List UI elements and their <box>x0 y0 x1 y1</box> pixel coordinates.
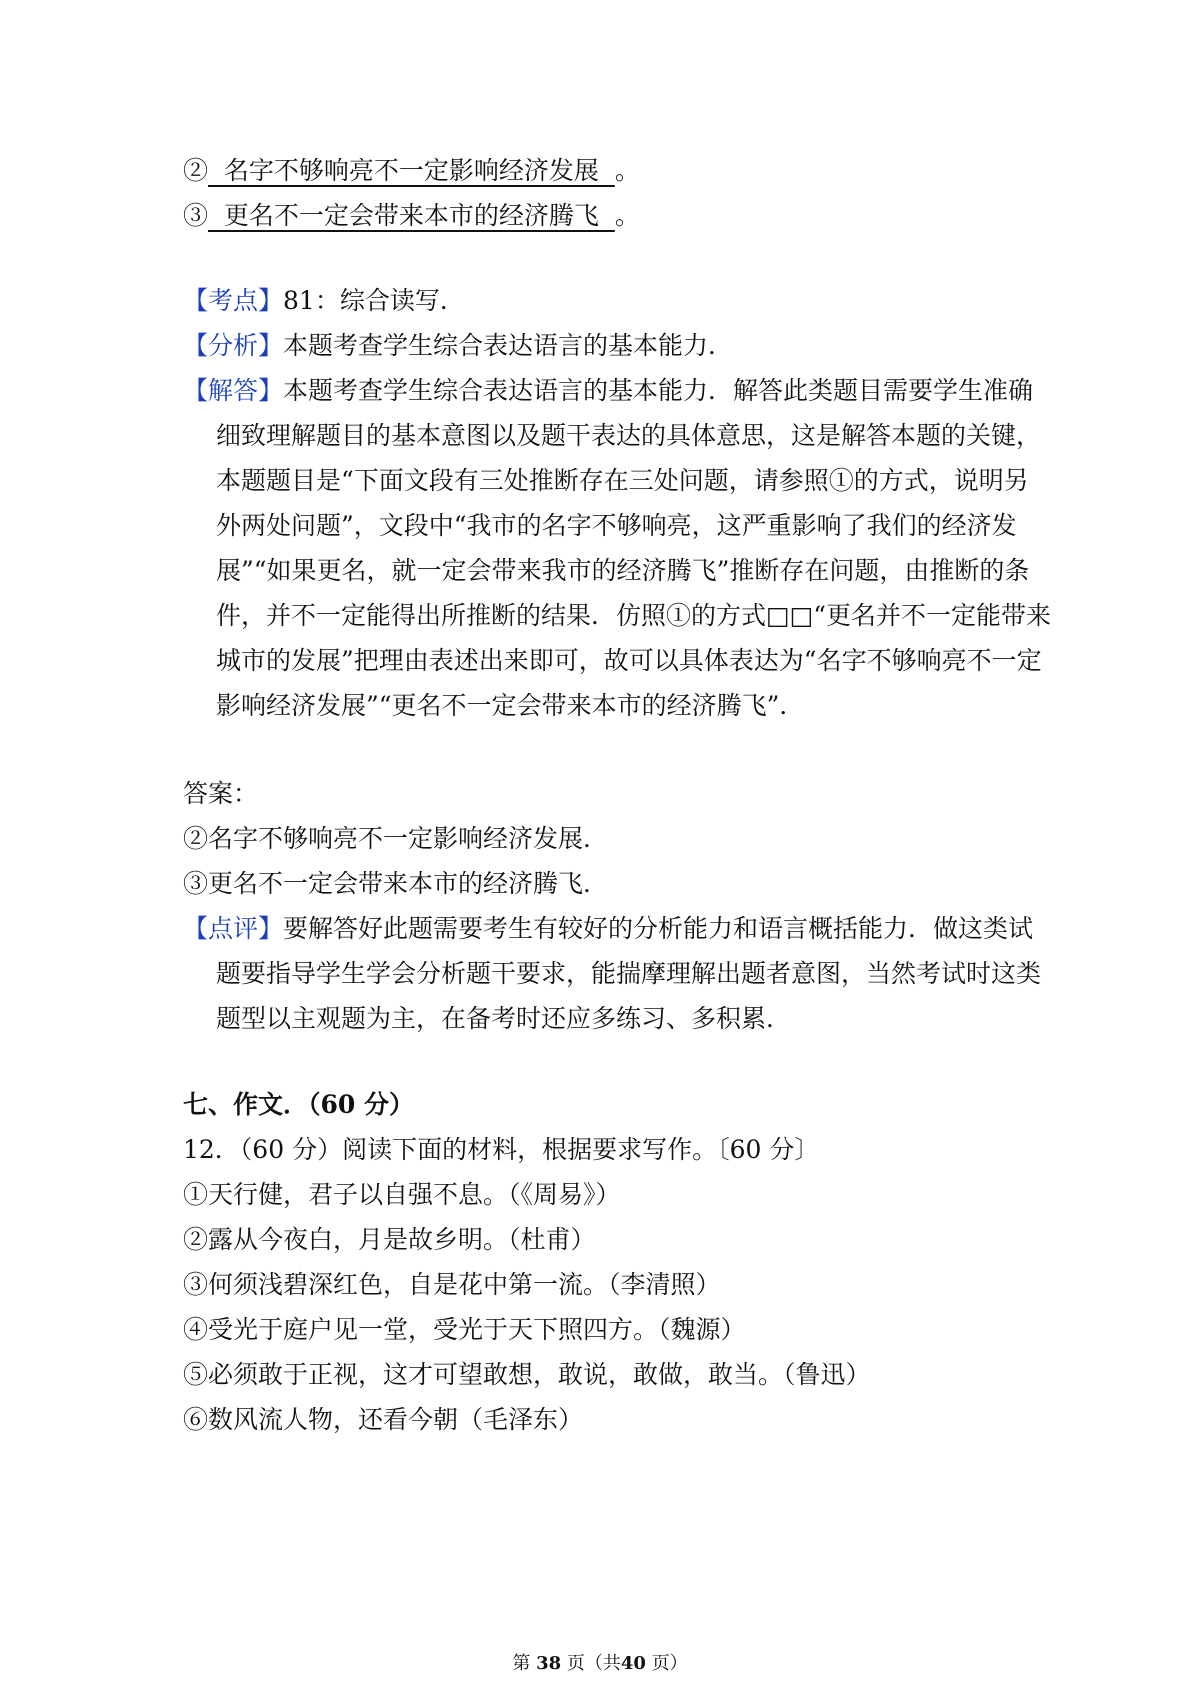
jieda-continuation: 影响经济发展”“更名不一定会带来本市的经济腾飞”． <box>216 691 805 720</box>
footer-text: 页（共 <box>566 1653 621 1674</box>
jieda-tag: 【解答】 <box>183 376 284 405</box>
jieda-text: 本题考查学生综合表达语言的基本能力．解答此类题目需要学生准确 <box>283 376 1034 405</box>
period: 。 <box>614 201 640 230</box>
fenxi-tag: 【分析】 <box>183 331 284 360</box>
jieda-continuation: 外两处问题”，文段中“我市的名字不够响亮，这严重影响了我们的经济发 <box>216 511 1017 540</box>
jieda-continuation: 城市的发展”把理由表述出来即可，故可以具体表达为“名字不够响亮不一定 <box>216 646 1042 675</box>
jieda-continuation: 件，并不一定能得出所推断的结果．仿照①的方式□□“更名并不一定能带来 <box>216 601 1052 630</box>
jieda-continuation: 本题题目是“下面文段有三处推断存在三处问题，请参照①的方式，说明另 <box>216 466 1029 495</box>
footer-text: 页） <box>651 1653 688 1674</box>
dianping-tag: 【点评】 <box>183 914 284 943</box>
material-item: ⑤必须敢于正视，这才可望敢想，敢说，敢做，敢当。（鲁迅） <box>183 1360 871 1389</box>
circled-number: ③ <box>183 201 209 230</box>
kaodian-line <box>183 286 465 316</box>
circled-number: ② <box>183 156 209 185</box>
dianping-continuation: 题要指导学生学会分析题干要求，能揣摩理解出题者意图，当然考试时这类 <box>216 959 1042 988</box>
jieda-line <box>183 376 1033 406</box>
page-footer <box>0 1653 1200 1675</box>
answer-item: ③更名不一定会带来本市的经济腾飞． <box>183 869 609 898</box>
jieda-continuation: 展”“如果更名，就一定会带来我市的经济腾飞”推断存在问题，由推断的条 <box>216 556 1030 585</box>
material-item: ③何须浅碧深红色，自是花中第一流。（李清照） <box>183 1270 721 1299</box>
answer-item: ②名字不够响亮不一定影响经济发展． <box>183 824 609 853</box>
material-item: ②露从今夜白，月是故乡明。（杜甫） <box>183 1225 596 1254</box>
jieda-continuation: 细致理解题目的基本意图以及题干表达的具体意思，这是解答本题的关键， <box>216 421 1042 450</box>
section-title: 七、作文．（60 分） <box>183 1090 414 1119</box>
period: 。 <box>614 156 640 185</box>
dianping-line <box>183 914 1033 944</box>
dianping-continuation: 题型以主观题为主，在备考时还应多练习、多积累． <box>216 1004 792 1033</box>
fenxi-text: 本题考查学生综合表达语言的基本能力． <box>283 331 734 360</box>
material-item: ⑥数风流人物，还看今朝（毛泽东） <box>183 1405 584 1434</box>
kaodian-tag: 【考点】 <box>183 286 284 315</box>
fenxi-line <box>183 331 733 361</box>
material-item: ④受光于庭户见一堂，受光于天下照四方。（魏源） <box>183 1315 746 1344</box>
material-item: ①天行健，君子以自强不息。（《周易》） <box>183 1180 621 1209</box>
footer-text: 第 <box>512 1653 531 1674</box>
kaodian-text: 81：综合读写． <box>283 286 465 315</box>
underlined-answer: 名字不够响亮不一定影响经济发展 <box>208 156 615 185</box>
answer-line-3 <box>183 201 640 231</box>
question-stem: 12．（60 分）阅读下面的材料，根据要求写作。〔60 分〕 <box>183 1135 820 1164</box>
answer-line-2 <box>183 156 640 186</box>
underlined-answer: 更名不一定会带来本市的经济腾飞 <box>208 201 615 230</box>
current-page-number: 38 <box>536 1653 562 1674</box>
answer-label: 答案： <box>183 779 259 808</box>
dianping-text: 要解答好此题需要考生有较好的分析能力和语言概括能力．做这类试 <box>283 914 1034 943</box>
total-page-number: 40 <box>620 1653 646 1674</box>
